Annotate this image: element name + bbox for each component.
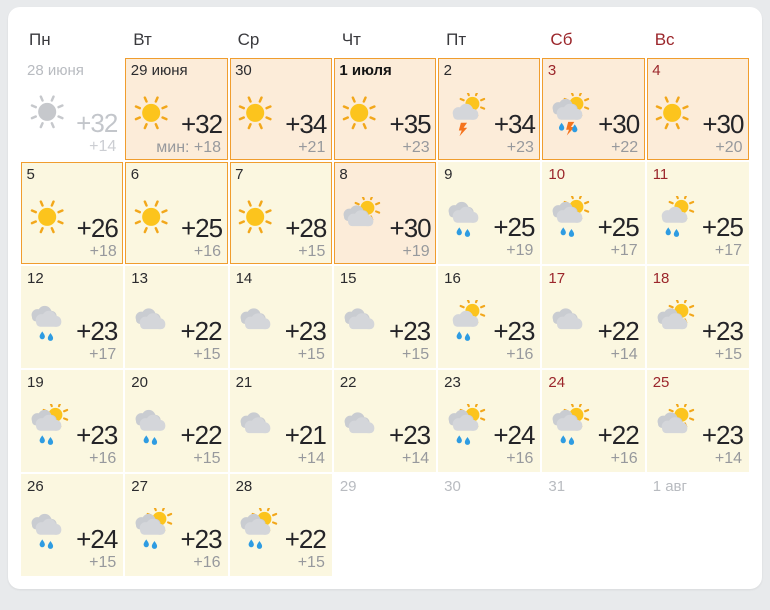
min-temp: +16 xyxy=(506,450,534,467)
day-number: 17 xyxy=(548,270,566,287)
max-temp: +23 xyxy=(284,316,326,346)
max-temp: +32 xyxy=(180,108,223,139)
cloudy-icon xyxy=(338,300,384,343)
day-cell[interactable] xyxy=(542,266,644,368)
min-temp: +14 xyxy=(610,346,638,363)
day-number: 29 xyxy=(339,478,357,495)
max-temp: +23 xyxy=(389,420,431,450)
max-temp: +25 xyxy=(701,212,743,242)
day-cell[interactable] xyxy=(647,370,749,472)
day-number: 8 xyxy=(339,165,348,183)
day-cell[interactable] xyxy=(21,266,123,368)
partly-cloudy-rain-icon xyxy=(651,196,697,239)
day-cell[interactable] xyxy=(542,162,644,264)
max-temp: +34 xyxy=(493,108,535,139)
day-number: 26 xyxy=(27,478,44,495)
max-temp: +23 xyxy=(180,524,222,554)
day-cell[interactable] xyxy=(647,58,749,160)
day-cell[interactable] xyxy=(334,266,436,368)
weekday-header-sat: Сб xyxy=(550,30,573,49)
day-cell[interactable] xyxy=(125,474,227,576)
max-temp: +22 xyxy=(284,524,326,554)
weekday-header-mon: Пн xyxy=(29,30,51,49)
max-temp: +25 xyxy=(493,212,535,242)
min-temp: +19 xyxy=(506,242,534,259)
day-number: 19 xyxy=(27,374,44,391)
min-temp: +21 xyxy=(298,138,326,156)
partly-cloudy-rain-icon xyxy=(442,300,488,343)
max-temp: +30 xyxy=(598,108,640,139)
day-number: 24 xyxy=(548,374,566,391)
cloudy-icon xyxy=(338,404,384,447)
max-temp: +22 xyxy=(597,316,639,346)
min-temp: мин: +18 xyxy=(156,138,222,156)
weekday-header-wed: Ср xyxy=(237,30,260,49)
min-temp: +14 xyxy=(297,450,325,467)
max-temp: +23 xyxy=(701,316,743,346)
min-temp: +16 xyxy=(89,450,117,467)
max-temp: +30 xyxy=(702,108,744,139)
weekday-header-sun: Вс xyxy=(654,30,675,49)
partly-cloudy-rain-icon xyxy=(129,508,175,551)
day-number: 18 xyxy=(652,270,670,287)
min-temp: +14 xyxy=(89,138,117,155)
max-temp: +23 xyxy=(76,420,118,450)
weekday-header-row xyxy=(8,7,762,58)
max-temp: +23 xyxy=(389,316,431,346)
partly-cloudy-thunder-icon xyxy=(442,93,488,136)
min-temp: +23 xyxy=(402,138,430,156)
min-temp: +23 xyxy=(506,138,534,156)
max-temp: +22 xyxy=(597,420,639,450)
max-temp: +28 xyxy=(285,212,327,243)
day-cell[interactable] xyxy=(125,162,227,264)
min-temp: +17 xyxy=(714,242,742,259)
day-cell[interactable] xyxy=(438,370,540,472)
max-temp: +22 xyxy=(180,316,222,346)
min-temp: +17 xyxy=(89,346,117,363)
min-temp: +15 xyxy=(89,554,117,571)
min-temp: +14 xyxy=(714,450,742,467)
day-cell[interactable] xyxy=(230,266,332,368)
min-temp: +16 xyxy=(193,554,221,571)
min-temp: +17 xyxy=(610,242,638,259)
max-temp: +23 xyxy=(701,420,743,450)
min-temp: +15 xyxy=(297,346,325,363)
min-temp: +16 xyxy=(610,450,638,467)
max-temp: +24 xyxy=(493,420,535,450)
weekday-header-thu: Чт xyxy=(341,30,361,49)
max-temp: +21 xyxy=(284,420,326,450)
sun-icon xyxy=(25,197,71,240)
partly-cloudy-rain-icon xyxy=(442,404,488,447)
partly-cloudy-icon xyxy=(651,404,697,447)
day-number: 12 xyxy=(27,270,44,287)
cloudy-rain-icon xyxy=(129,404,175,447)
day-number: 25 xyxy=(652,374,670,391)
sun-icon xyxy=(233,197,279,240)
partly-cloudy-rain-icon xyxy=(234,508,280,551)
cloudy-rain-icon xyxy=(25,508,71,551)
min-temp: +22 xyxy=(611,138,639,156)
day-number: 13 xyxy=(131,270,148,287)
cloudy-icon xyxy=(546,300,592,343)
partly-cloudy-rain-icon xyxy=(546,196,592,239)
day-cell[interactable] xyxy=(438,266,540,368)
day-cell[interactable] xyxy=(125,58,227,160)
cloudy-rain-icon xyxy=(25,300,71,343)
partly-cloudy-rain-icon xyxy=(546,404,592,447)
day-cell[interactable] xyxy=(647,474,749,576)
day-cell[interactable] xyxy=(438,162,540,264)
day-cell[interactable] xyxy=(125,370,227,472)
max-temp: +30 xyxy=(389,212,431,243)
day-cell[interactable] xyxy=(21,58,123,160)
day-cell[interactable] xyxy=(230,370,332,472)
day-cell[interactable] xyxy=(647,162,749,264)
min-temp: +19 xyxy=(402,242,430,260)
day-number: 1 июля xyxy=(339,61,392,79)
day-cell[interactable] xyxy=(125,266,227,368)
max-temp: +22 xyxy=(180,420,222,450)
day-cell[interactable] xyxy=(334,370,436,472)
partly-cloudy-rain-icon xyxy=(25,404,71,447)
day-number: 21 xyxy=(235,374,253,391)
weekday-header-fri: Пт xyxy=(446,30,467,49)
day-number: 6 xyxy=(130,165,140,183)
min-temp: +15 xyxy=(298,242,326,260)
day-cell[interactable] xyxy=(334,162,436,264)
max-temp: +32 xyxy=(76,108,118,138)
day-cell[interactable] xyxy=(438,58,540,160)
min-temp: +15 xyxy=(402,346,430,363)
day-cell[interactable] xyxy=(334,58,436,160)
day-number: 15 xyxy=(339,270,357,287)
weather-month-card xyxy=(8,7,762,589)
partly-cloudy-icon xyxy=(651,300,697,343)
min-temp: +14 xyxy=(402,450,430,467)
day-cell[interactable] xyxy=(334,474,436,576)
day-number: 10 xyxy=(548,166,566,183)
day-number: 4 xyxy=(652,61,661,79)
day-number: 3 xyxy=(547,61,557,79)
day-cell[interactable] xyxy=(21,162,123,264)
partly-cloudy-rain-thunder-icon xyxy=(546,93,592,136)
min-temp: +15 xyxy=(297,554,325,571)
day-cell[interactable] xyxy=(230,58,332,160)
day-number: 27 xyxy=(131,478,148,495)
max-temp: +25 xyxy=(180,212,223,243)
day-number: 28 xyxy=(235,478,253,495)
day-number: 20 xyxy=(131,374,148,391)
day-number: 11 xyxy=(652,166,669,183)
day-number: 23 xyxy=(444,374,461,391)
day-number: 30 xyxy=(235,61,252,79)
sun-icon xyxy=(129,93,175,136)
day-cell[interactable] xyxy=(21,370,123,472)
day-number: 22 xyxy=(339,374,357,391)
day-cell[interactable] xyxy=(21,474,123,576)
max-temp: +35 xyxy=(389,108,431,139)
day-number: 14 xyxy=(235,270,253,287)
min-temp: +20 xyxy=(715,138,743,156)
day-number: 5 xyxy=(26,165,35,183)
day-cell[interactable] xyxy=(438,474,540,576)
cloudy-icon xyxy=(234,300,280,343)
max-temp: +23 xyxy=(76,316,118,346)
max-temp: +34 xyxy=(285,108,327,139)
cloudy-icon xyxy=(129,300,175,343)
sun-icon xyxy=(337,93,383,136)
cloudy-rain-icon xyxy=(442,196,488,239)
min-temp: +15 xyxy=(193,450,221,467)
sun-icon xyxy=(25,92,71,135)
day-number: 28 июня xyxy=(27,62,84,79)
day-cell[interactable] xyxy=(542,370,644,472)
min-temp: +16 xyxy=(506,346,534,363)
day-number: 7 xyxy=(235,165,244,183)
day-cell[interactable] xyxy=(542,474,644,576)
day-number: 9 xyxy=(444,166,453,183)
sun-icon xyxy=(650,93,696,136)
day-cell[interactable] xyxy=(647,266,749,368)
partly-cloudy-icon xyxy=(337,197,383,240)
day-number: 1 авг xyxy=(652,478,687,495)
day-number: 16 xyxy=(444,270,461,287)
day-cell[interactable] xyxy=(230,162,332,264)
max-temp: +26 xyxy=(76,212,118,243)
min-temp: +16 xyxy=(193,242,222,260)
max-temp: +25 xyxy=(597,212,639,242)
min-temp: +15 xyxy=(714,346,742,363)
day-cell[interactable] xyxy=(542,58,644,160)
max-temp: +23 xyxy=(493,316,535,346)
min-temp: +15 xyxy=(193,346,221,363)
min-temp: +18 xyxy=(89,242,117,260)
calendar-grid xyxy=(8,58,762,576)
cloudy-icon xyxy=(234,404,280,447)
day-number: 30 xyxy=(444,478,461,495)
sun-icon xyxy=(129,197,175,240)
sun-icon xyxy=(233,93,279,136)
max-temp: +24 xyxy=(76,524,118,554)
day-number: 31 xyxy=(548,478,566,495)
day-number: 29 июня xyxy=(130,61,188,79)
day-number: 2 xyxy=(443,61,452,79)
weekday-header-tue: Вт xyxy=(133,30,152,49)
day-cell[interactable] xyxy=(230,474,332,576)
